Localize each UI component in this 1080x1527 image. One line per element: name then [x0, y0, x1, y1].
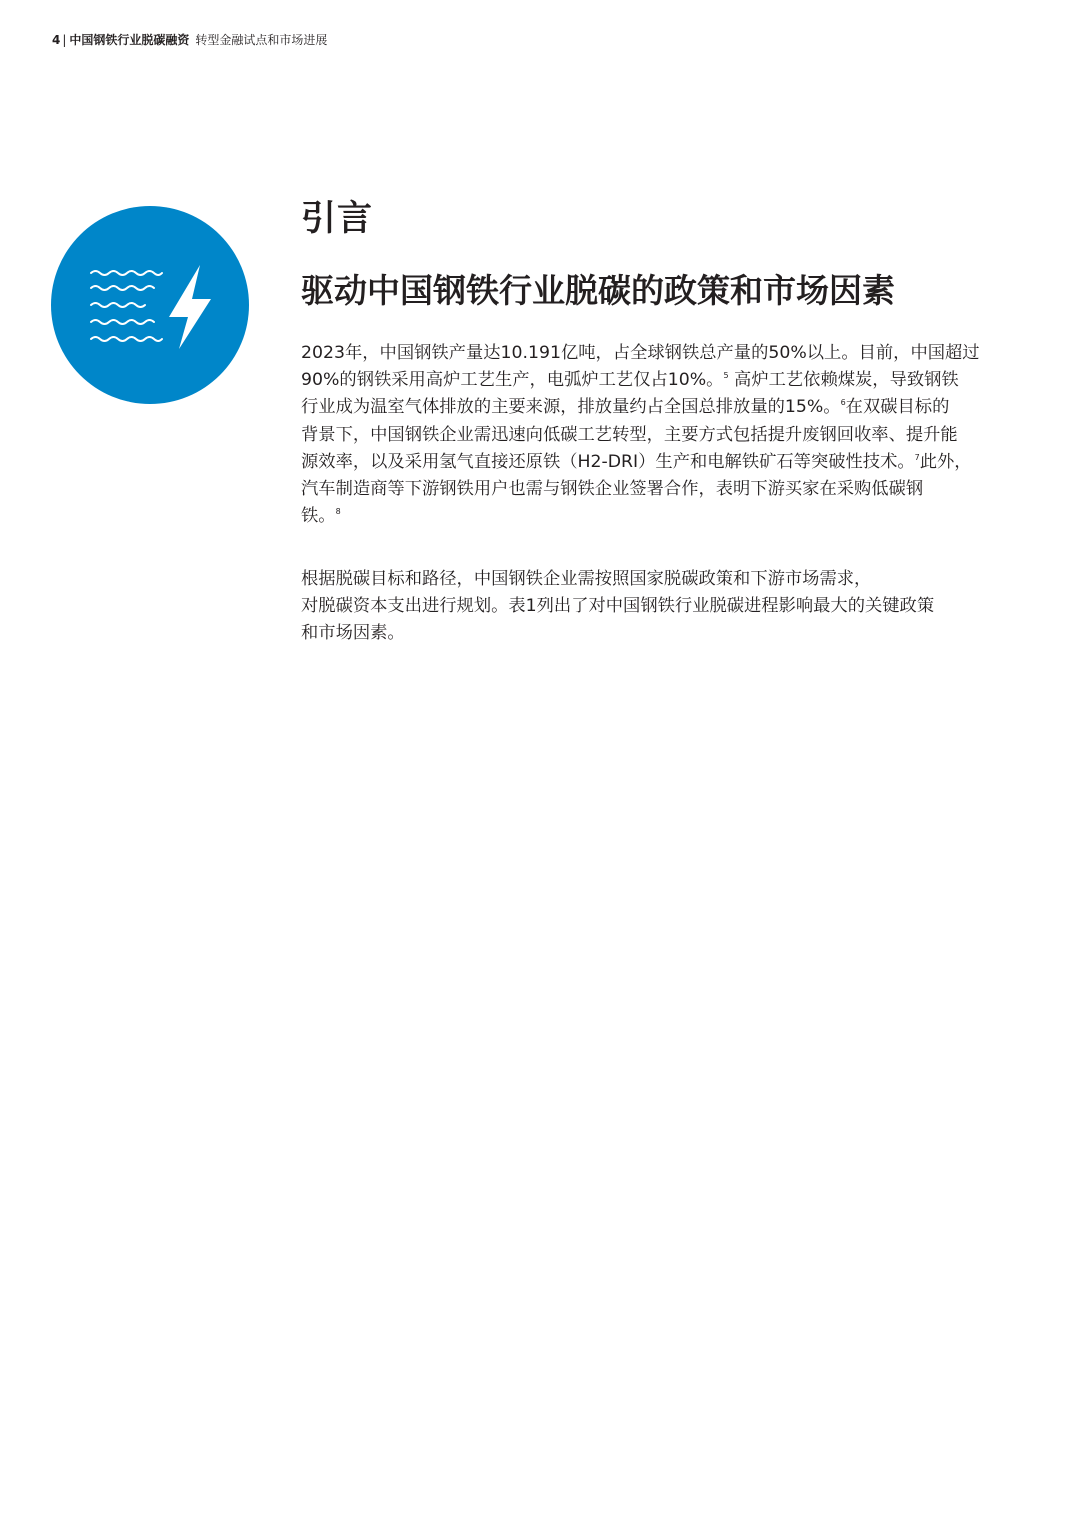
waves-lightning-icon — [51, 206, 249, 404]
document-subtitle: 转型金融试点和市场进展 — [195, 33, 328, 47]
paragraph-line: 根据脱碳目标和路径，中国钢铁企业需按照国家脱碳政策和下游市场需求， — [301, 569, 872, 589]
running-header — [52, 31, 327, 49]
waves-icon — [91, 271, 162, 341]
footnote-ref: 5 — [723, 371, 729, 381]
document-title: 中国钢铁行业脱碳融资 — [69, 33, 190, 47]
footnote-ref: 8 — [335, 507, 341, 517]
footnote-ref: 6 — [840, 398, 846, 408]
paragraph-planning — [301, 566, 1025, 648]
section-icon-circle — [51, 206, 249, 404]
paragraph-line: 90%的钢铁采用高炉工艺生产，电弧炉工艺仅占10%。$^5$ 高炉工艺依赖煤炭，导致钢铁 — [301, 370, 959, 391]
header-separator: | — [62, 33, 67, 47]
paragraph-line: 源效率，以及采用氢气直接还原铁（H2-DRI）生产和电解铁矿石等突破性技术。$^7$此外， — [301, 451, 972, 472]
paragraph-line: 铁。$^8$ — [301, 506, 341, 527]
section-label: 引言 — [301, 199, 374, 239]
paragraph-intro — [301, 340, 1025, 530]
paragraph-line: 对脱碳资本支出进行规划。表1列出了对中国钢铁行业脱碳进程影响最大的关键政策 — [301, 596, 935, 617]
paragraph-line: 和市场因素。 — [301, 623, 405, 644]
paragraph-line: 汽车制造商等下游钢铁用户也需与钢铁企业签署合作，表明下游买家在采购低碳钢 — [301, 479, 924, 500]
paragraph-line: 行业成为温室气体排放的主要来源，排放量约占全国总排放量的15%。$^6$在双碳目标的 — [301, 397, 950, 418]
paragraph-line: 2023年，中国钢铁产量达10.191亿吨，占全球钢铁总产量的50%以上。目前，中国超过 — [301, 343, 980, 363]
paragraph-line: 背景下，中国钢铁企业需迅速向低碳工艺转型，主要方式包括提升废钢回收率、提升能 — [301, 424, 958, 445]
section-heading: 驱动中国钢铁行业脱碳的政策和市场因素 — [301, 271, 895, 310]
footnote-ref: 7 — [914, 452, 920, 462]
lightning-bolt-icon — [169, 265, 211, 349]
page-number: 4 — [52, 33, 61, 47]
